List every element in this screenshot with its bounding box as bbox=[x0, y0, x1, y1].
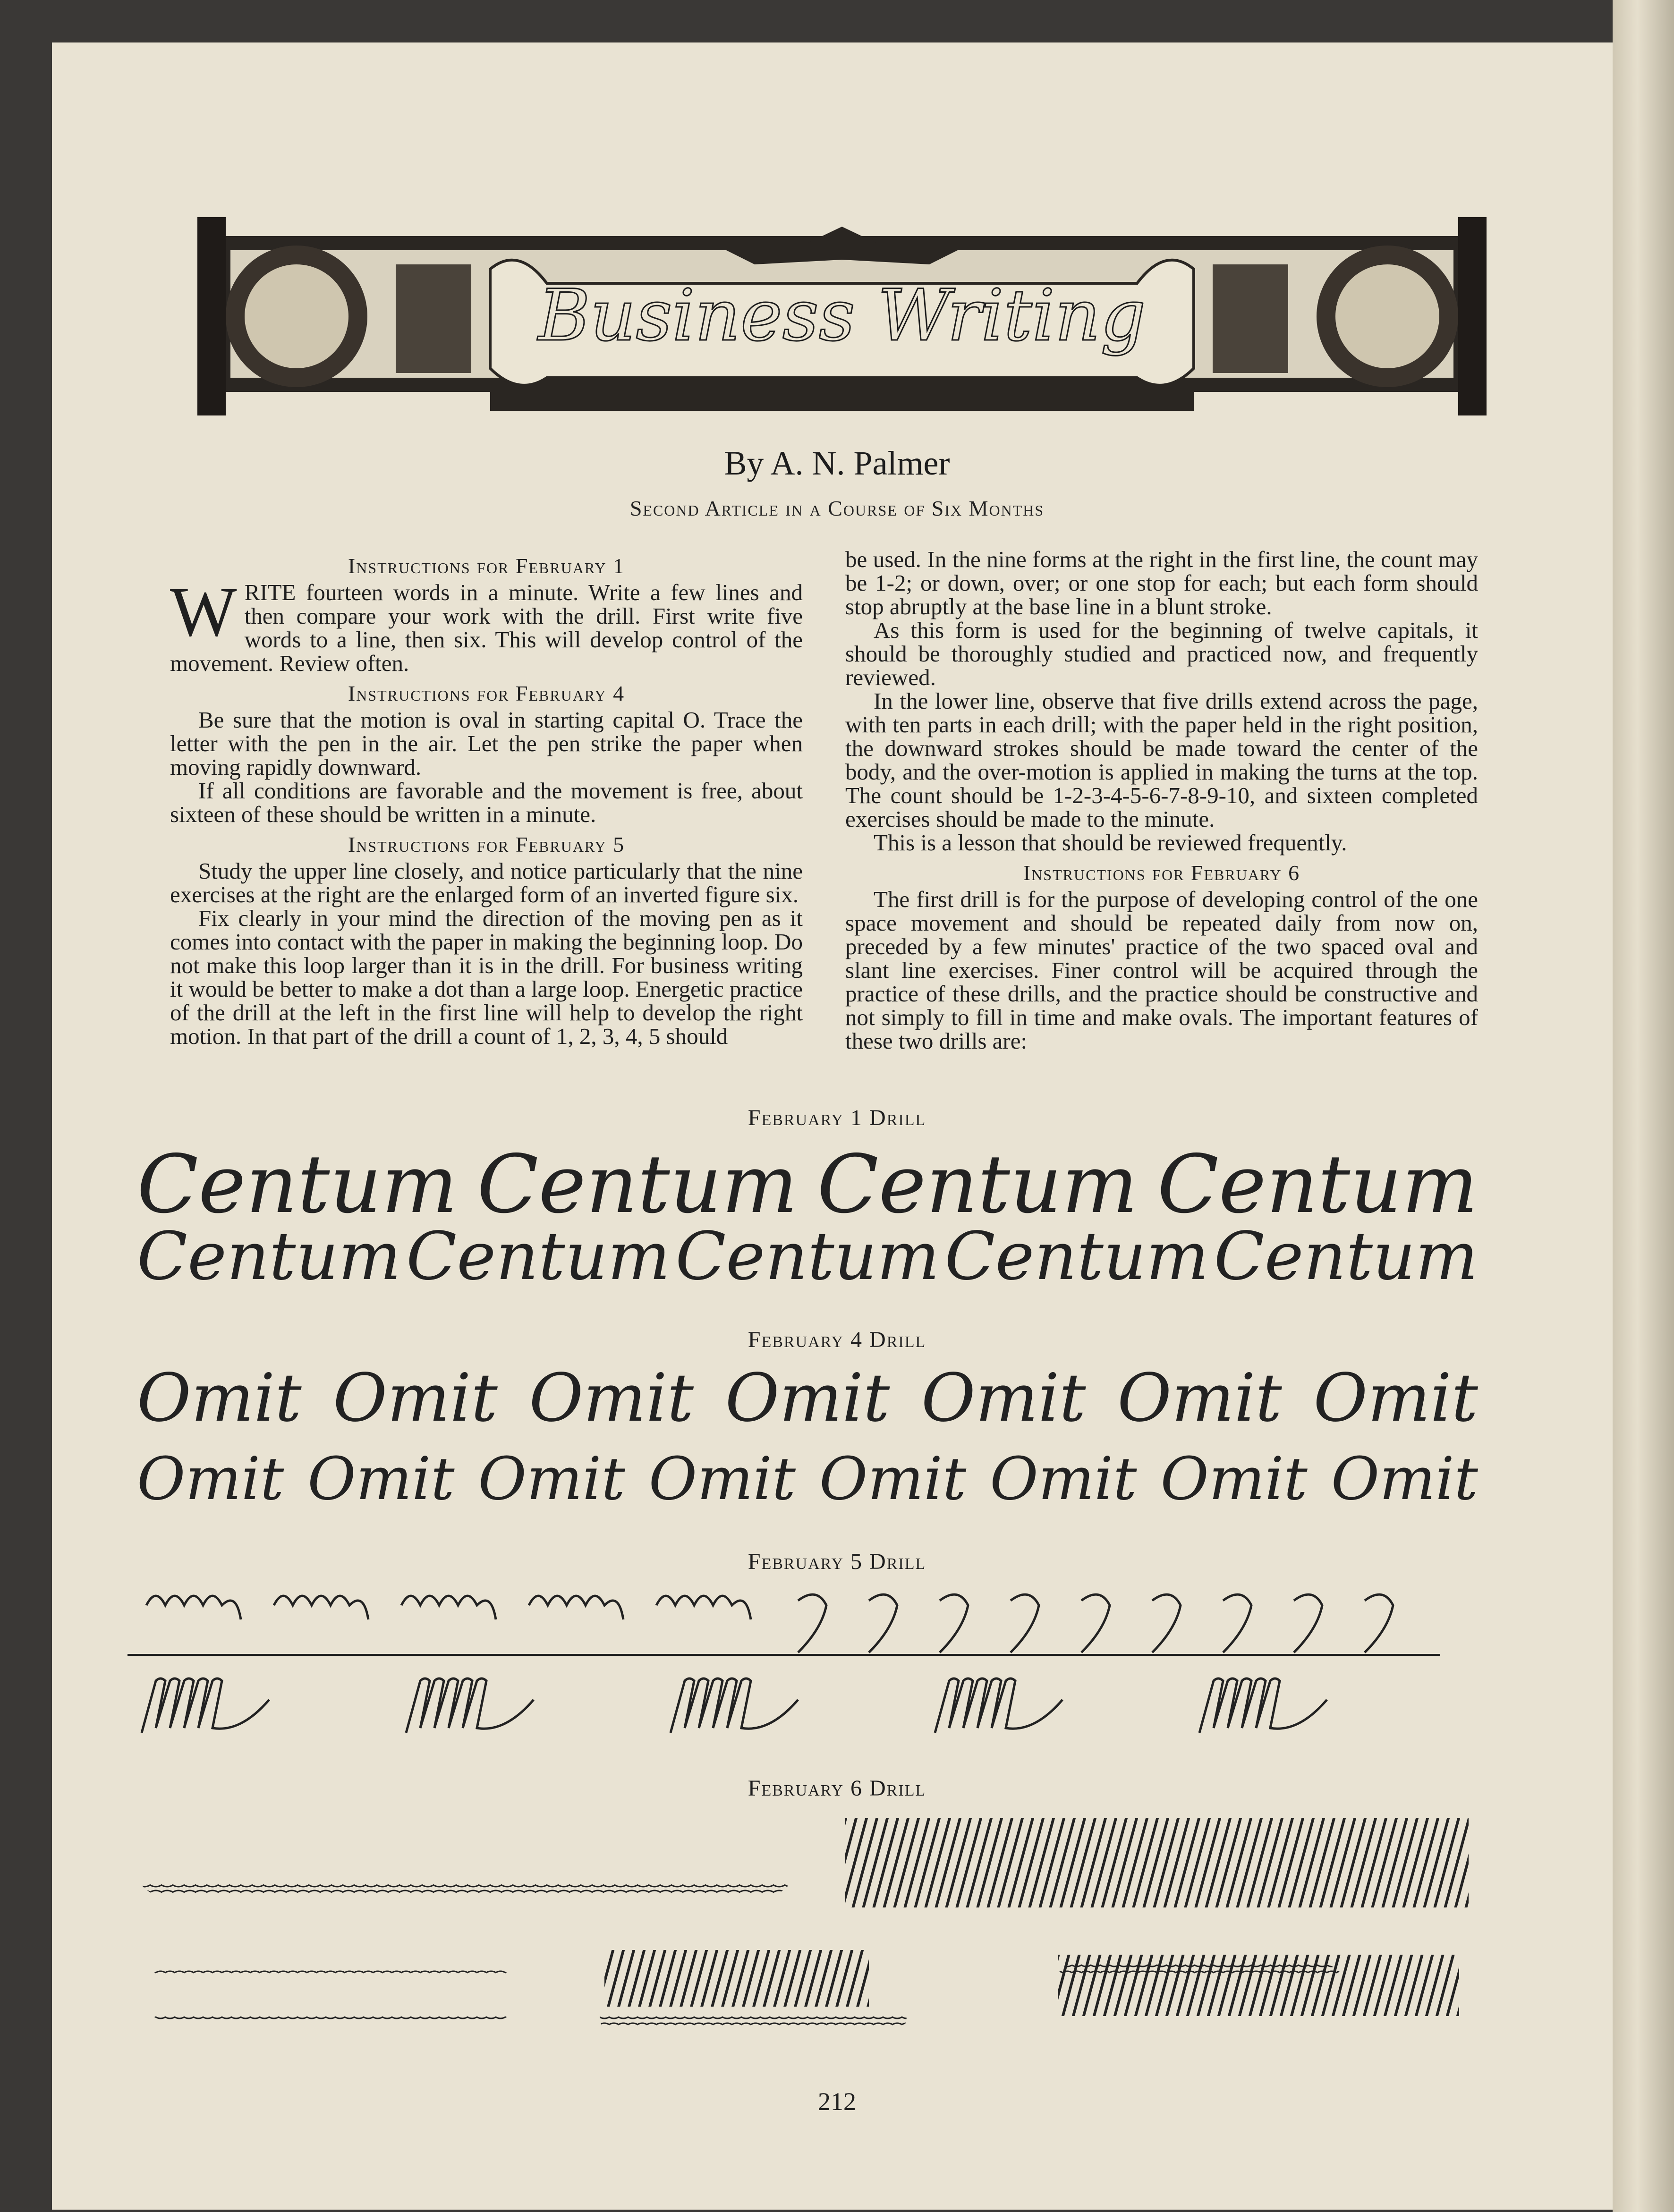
paragraph: be used. In the nine forms at the right in the first line, the count may be 1-2; or down, over; or one stop for each; but each form should stop abruptly at the base line in a blunt stroke. bbox=[845, 546, 1478, 619]
omit-row-1 bbox=[137, 1360, 1478, 1437]
script-word: Omit bbox=[921, 1360, 1086, 1437]
paragraph: Be sure that the motion is oval in starting capital O. Trace the letter with the pen in the air. Let the pen strike the paper when moving rapidly downward. bbox=[170, 707, 803, 780]
compact-oval-drill bbox=[132, 1822, 798, 1898]
script-word: Centum bbox=[1157, 1138, 1478, 1231]
script-word: Centum bbox=[1214, 1218, 1478, 1295]
section-heading: Instructions for February 5 bbox=[348, 832, 625, 856]
february-5-drill-exercises bbox=[127, 1577, 1450, 1766]
script-word: Omit bbox=[1160, 1445, 1308, 1513]
drop-cap: W bbox=[170, 573, 237, 651]
paragraph-text: RITE fourteen words in a minute. Write a few lines and then compare your work with the drill. First write five words to a line, then six. This will develop control of the movement. Review often. bbox=[170, 579, 803, 676]
section-heading: Instructions for February 6 bbox=[1023, 861, 1300, 885]
script-word: Omit bbox=[1331, 1445, 1478, 1513]
script-word: Omit bbox=[529, 1360, 694, 1437]
script-word: Centum bbox=[406, 1218, 671, 1295]
script-word: Omit bbox=[307, 1445, 455, 1513]
script-word: Omit bbox=[1117, 1360, 1282, 1437]
script-word: Omit bbox=[819, 1445, 967, 1513]
centum-row-2 bbox=[137, 1218, 1478, 1295]
script-word: Omit bbox=[137, 1360, 302, 1437]
script-word: Centum bbox=[137, 1138, 458, 1231]
centum-row-1 bbox=[137, 1138, 1478, 1231]
omit-row-2 bbox=[137, 1445, 1478, 1513]
drill-title: February 1 Drill bbox=[748, 1105, 926, 1130]
paragraph: As this form is used for the beginning of twelve capitals, it should be thoroughly studied and practiced now, and frequently reviewed. bbox=[845, 617, 1478, 690]
paragraph: If all conditions are favorable and the movement is free, about sixteen of these should be written in a minute. bbox=[170, 778, 803, 827]
script-word: Omit bbox=[990, 1445, 1137, 1513]
script-word: Centum bbox=[817, 1138, 1138, 1231]
script-word: Omit bbox=[725, 1360, 890, 1437]
loop-exercise-group bbox=[146, 1596, 751, 1619]
left-column bbox=[170, 548, 803, 1048]
paragraph: This is a lesson that should be reviewed frequently. bbox=[874, 830, 1347, 856]
drill-title: February 5 Drill bbox=[748, 1549, 926, 1574]
oval-drill-small bbox=[142, 1969, 519, 2021]
script-word: Omit bbox=[137, 1445, 284, 1513]
right-column bbox=[845, 548, 1478, 1053]
ornament-right-icon bbox=[1213, 264, 1288, 373]
byline: By A. N. Palmer bbox=[724, 444, 950, 482]
m-stroke-group bbox=[142, 1678, 1327, 1733]
drill-title: February 6 Drill bbox=[748, 1776, 926, 1801]
eagle-wings-icon bbox=[707, 227, 977, 264]
paragraph: In the lower line, observe that five drills extend across the page, with ten parts in each drill; with the paper held in the right position, the downward strokes should be made toward the center of the body, and the over-motion is applied in making the turns at the top. The count should be 1-2-3-4-5-6-7-8-9-10, and sixteen completed exercises should be made to the minute. bbox=[845, 688, 1478, 832]
february-6-drill-exercises bbox=[127, 1813, 1478, 2059]
script-word: Centum bbox=[944, 1218, 1209, 1295]
script-word: Centum bbox=[477, 1138, 798, 1231]
script-word: Centum bbox=[675, 1218, 940, 1295]
inverted-six-group bbox=[798, 1594, 1393, 1653]
subline: Second Article in a Course of Six Months bbox=[629, 496, 1045, 520]
oval-drill-small bbox=[600, 1992, 907, 2040]
script-word: Omit bbox=[648, 1445, 796, 1513]
page-number: 212 bbox=[818, 2087, 856, 2116]
script-word: Omit bbox=[1313, 1360, 1478, 1437]
paragraph: The first drill is for the purpose of developing control of the one space movement and should be repeated daily from now on, preceded by a few minutes' practice of the two spaced oval and slant line exercises. Finer control will be acquired through the practice of these drills, and the practice should be constructive and not simply to fill in time and make ovals. The important features of these two drills are: bbox=[845, 886, 1478, 1054]
section-heading: Instructions for February 4 bbox=[348, 681, 625, 705]
ornament-left-icon bbox=[396, 264, 471, 373]
banner-title: Business Writing bbox=[538, 275, 1146, 357]
slant-line-drill bbox=[845, 1818, 1469, 1907]
script-word: Omit bbox=[478, 1445, 625, 1513]
paragraph: Study the upper line closely, and notice particularly that the nine exercises at the right are the enlarged form of an inverted figure six. bbox=[170, 858, 803, 907]
section-heading: Instructions for February 1 bbox=[348, 554, 625, 578]
paragraph bbox=[170, 573, 803, 676]
script-word: Centum bbox=[137, 1218, 401, 1295]
business-writing-banner bbox=[188, 198, 1496, 444]
drill-title: February 4 Drill bbox=[748, 1327, 926, 1352]
oval-drill-small bbox=[1053, 1964, 1346, 2011]
script-word: Omit bbox=[333, 1360, 498, 1437]
paragraph: Fix clearly in your mind the direction of the moving pen as it comes into contact with the paper in making the beginning loop. Do not make this loop larger than it is in the drill. For business writing it would be better to make a dot than a large loop. Energetic practice of the drill at the left in the first line will help to develop the right motion. In that part of the drill a count of 1, 2, 3, 4, 5 should bbox=[170, 905, 803, 1049]
